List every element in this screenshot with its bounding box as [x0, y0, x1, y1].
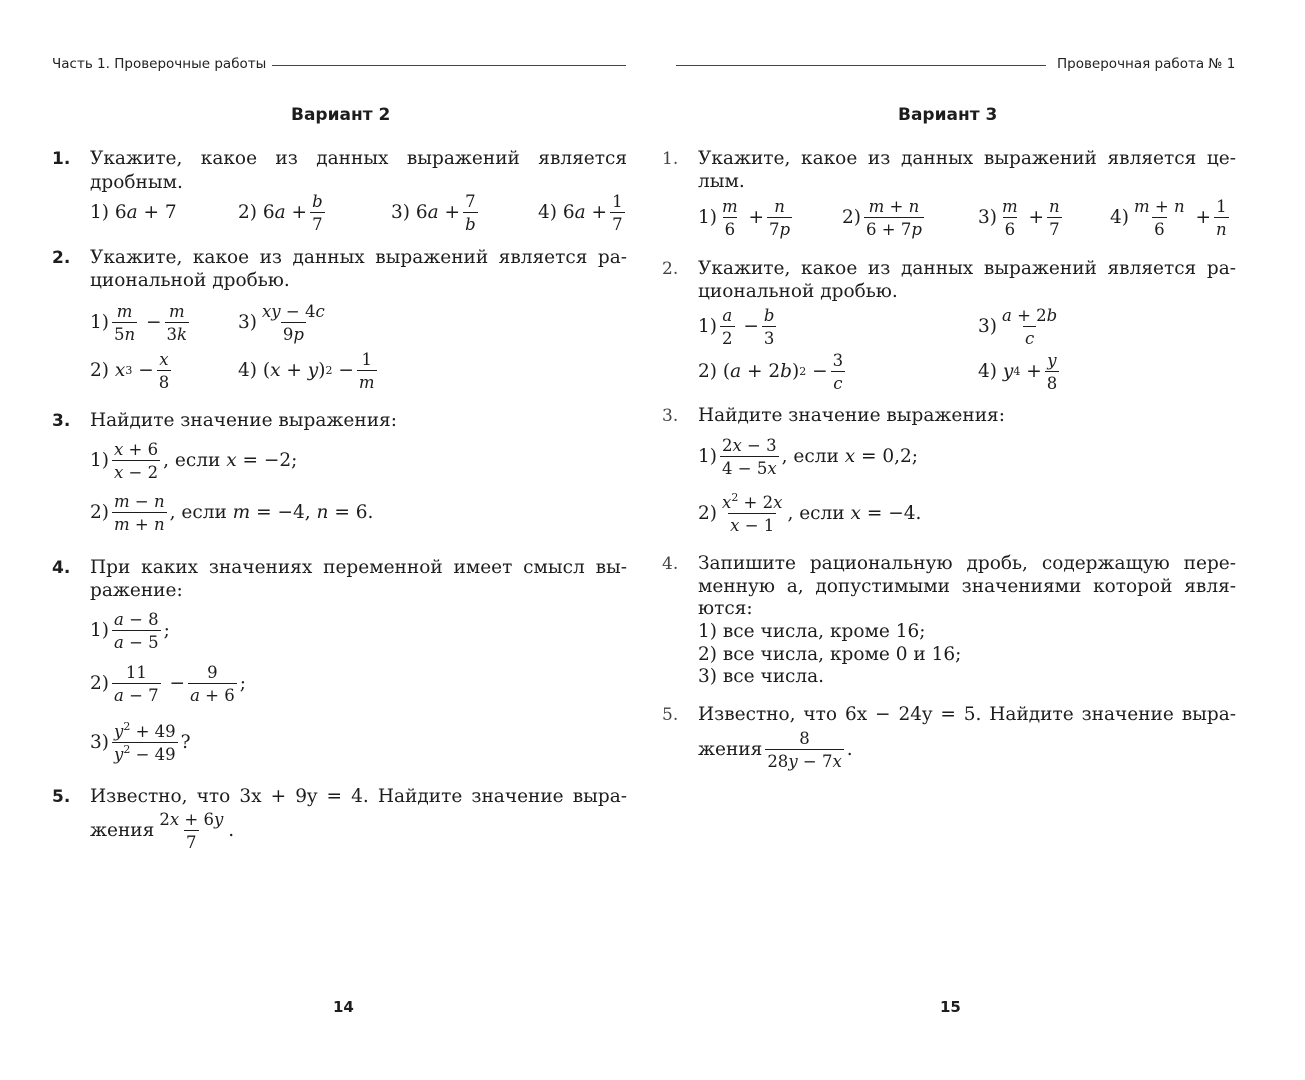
task-text-line: Укажите, какое из данных выражений является ра-	[90, 247, 627, 268]
answer-option: 4) ( x + y ) 2 − $\frac{1}{m}$	[238, 350, 375, 392]
variant-title-left: Вариант 2	[291, 105, 391, 125]
header-rule-left	[272, 65, 626, 66]
answer-option: 3) все числа.	[698, 666, 825, 687]
answer-option: 1) $\frac{x + 6}{x - 2}$ , если x = −2;	[90, 440, 298, 482]
header-rule-right	[676, 65, 1046, 66]
answer-option: 4) y 4 + $\frac{y}{8}$	[978, 351, 1058, 393]
answer-option: 1) $\frac{m}{5n}$ − $\frac{m}{3k}$	[90, 302, 188, 344]
task-number: 5.	[662, 705, 679, 725]
answer-option: 3) $\frac{m}{6}$ + $\frac{n}{7}$	[978, 197, 1060, 239]
answer-option: 3) $\frac{a + 2b}{c}$	[978, 306, 1058, 348]
task-text-line: Известно, что 3x + 9y = 4. Найдите значение выра-	[90, 786, 627, 807]
answer-option: 3) $\frac{y^2 + 49}{y^2 - 49}$ ?	[90, 720, 191, 764]
task-text-line: Найдите значение выражения:	[90, 410, 397, 431]
task-text-line: дробным.	[90, 172, 183, 193]
answer-option: 2) $\frac{m + n}{6 + 7p}$	[842, 197, 922, 239]
page-number: 14	[333, 998, 354, 1016]
page-number: 15	[940, 998, 961, 1016]
answer-option: 1) 6 a + 7	[90, 202, 177, 223]
task-number: 2.	[662, 259, 679, 279]
answer-option: 2) $\frac{11}{a - 7}$ − $\frac{9}{a + 6}$ ;	[90, 663, 246, 705]
task-number: 2.	[52, 248, 71, 268]
task-text-line: При каких значениях переменной имеет смысл вы-	[90, 557, 627, 578]
task-text-line: Укажите, какое из данных выражений является	[90, 148, 627, 169]
task-text-line: Известно, что 6x − 24y = 5. Найдите значение выра-	[698, 704, 1236, 725]
running-header-left: Часть 1. Проверочные работы	[52, 56, 267, 72]
task-number: 1.	[662, 149, 679, 169]
task-text-line: менную a, допустимыми значениями которой явля-	[698, 576, 1236, 597]
answer-option: 1) все числа, кроме 16;	[698, 621, 926, 642]
answer-option: 2) $\frac{x^2 + 2x}{x - 1}$ , если x = −4.	[698, 491, 922, 535]
task-number: 3.	[52, 411, 71, 431]
task-text-line: циональной дробью.	[698, 281, 898, 302]
task-text-line: Укажите, какое из данных выражений является це-	[698, 148, 1236, 169]
variant-title-right: Вариант 3	[898, 105, 998, 125]
task-text-line: циональной дробью.	[90, 270, 290, 291]
task-text-line: жения $\frac{2x + 6y}{7}$ .	[90, 810, 235, 852]
answer-option: 4) 6 a + $\frac{1}{7}$	[538, 192, 623, 234]
task-text-line: жения $\frac{8}{28y - 7x}$ .	[698, 729, 853, 771]
task-text-line: Найдите значение выражения:	[698, 405, 1005, 426]
task-number: 4.	[52, 558, 71, 578]
task-number: 5.	[52, 787, 71, 807]
running-header-right: Проверочная работа № 1	[1057, 56, 1236, 72]
answer-option: 2) ( a + 2 b ) 2 − $\frac{3}{c}$	[698, 351, 844, 393]
task-text-line: Укажите, какое из данных выражений является ра-	[698, 258, 1236, 279]
answer-option: 4) $\frac{m + n}{6}$ + $\frac{1}{n}$	[1110, 197, 1227, 239]
task-text-line: ражение:	[90, 580, 183, 601]
task-text-line: лым.	[698, 171, 745, 192]
answer-option: 1) $\frac{2x - 3}{4 - 5x}$ , если x = 0,2;	[698, 436, 919, 478]
answer-option: 2) все числа, кроме 0 и 16;	[698, 644, 962, 665]
answer-option: 2) 6 a + $\frac{b}{7}$	[238, 192, 323, 234]
answer-option: 1) $\frac{a - 8}{a - 5}$ ;	[90, 610, 170, 652]
task-text-line: Запишите рациональную дробь, содержащую пере-	[698, 553, 1236, 574]
answer-option: 3) $\frac{xy - 4c}{9p}$	[238, 302, 325, 344]
answer-option: 3) 6 a + $\frac{7}{b}$	[391, 192, 476, 234]
answer-option: 2) x 3 − $\frac{x}{8}$	[90, 350, 170, 392]
answer-option: 1) $\frac{m}{6}$ + $\frac{n}{7p}$	[698, 197, 791, 239]
task-number: 3.	[662, 406, 679, 426]
task-number: 1.	[52, 149, 71, 169]
answer-option: 2) $\frac{m - n}{m + n}$ , если m = −4, n = 6.	[90, 492, 374, 534]
task-number: 4.	[662, 554, 679, 574]
task-text-line: ются:	[698, 598, 753, 619]
answer-option: 1) $\frac{a}{2}$ − $\frac{b}{3}$	[698, 306, 775, 348]
